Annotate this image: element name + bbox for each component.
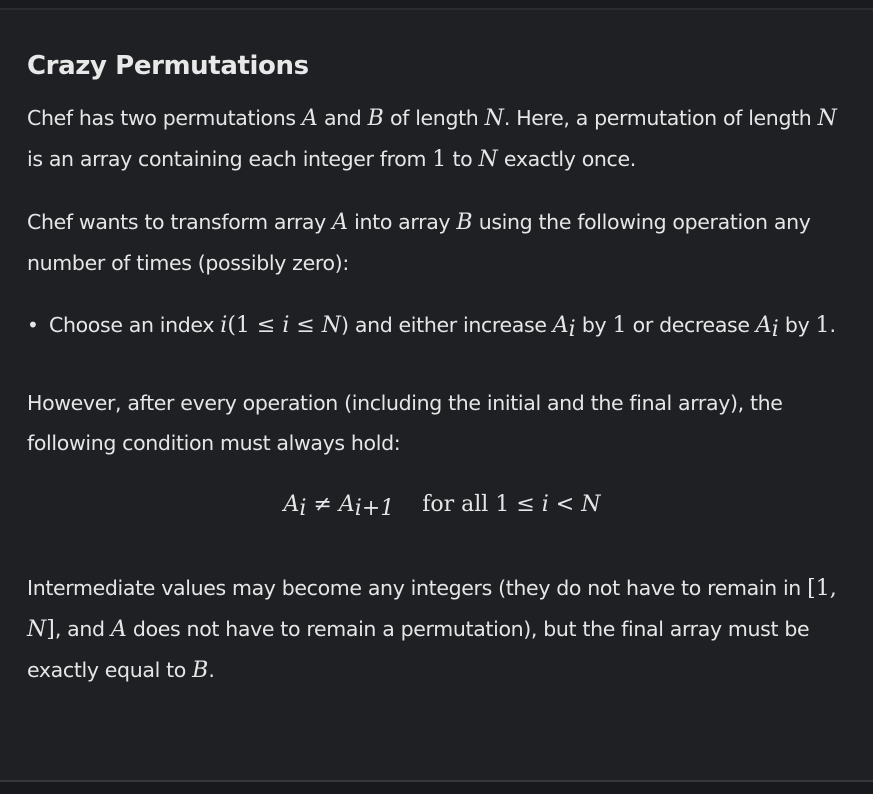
condition-formula: $A_i \ne A_{i+1}$ for all 1 ≤ i < N: [283, 492, 601, 521]
problem-statement-content: [27, 46, 857, 691]
statement-paragraph-2: Chef wants to transform array A into array B using the following operation any number of times (possibly zero):: [27, 210, 811, 275]
top-divider: [0, 0, 873, 10]
operation-list: [27, 305, 857, 346]
list-item: • Choose an index i(1 ≤ i ≤ N) and either increase $A_i$ by 1 or decrease $A_i$ by 1.: [49, 305, 857, 346]
statement-paragraph-4: Intermediate values may become any integers (they do not have to remain in [1, N], and A does not have to remain a permutation), but the final array must be exactly equal to B.: [27, 576, 837, 683]
statement-paragraph-3: However, after every operation (including the initial and the final array), the following condition must always hold:: [27, 391, 783, 455]
problem-title: Crazy Permutations: [27, 51, 309, 81]
statement-paragraph-1: Chef has two permutations A and B of length N. Here, a permutation of length N is an array containing each integer from 1 to N exactly once.: [27, 106, 837, 172]
bullet-icon: •: [27, 313, 39, 337]
